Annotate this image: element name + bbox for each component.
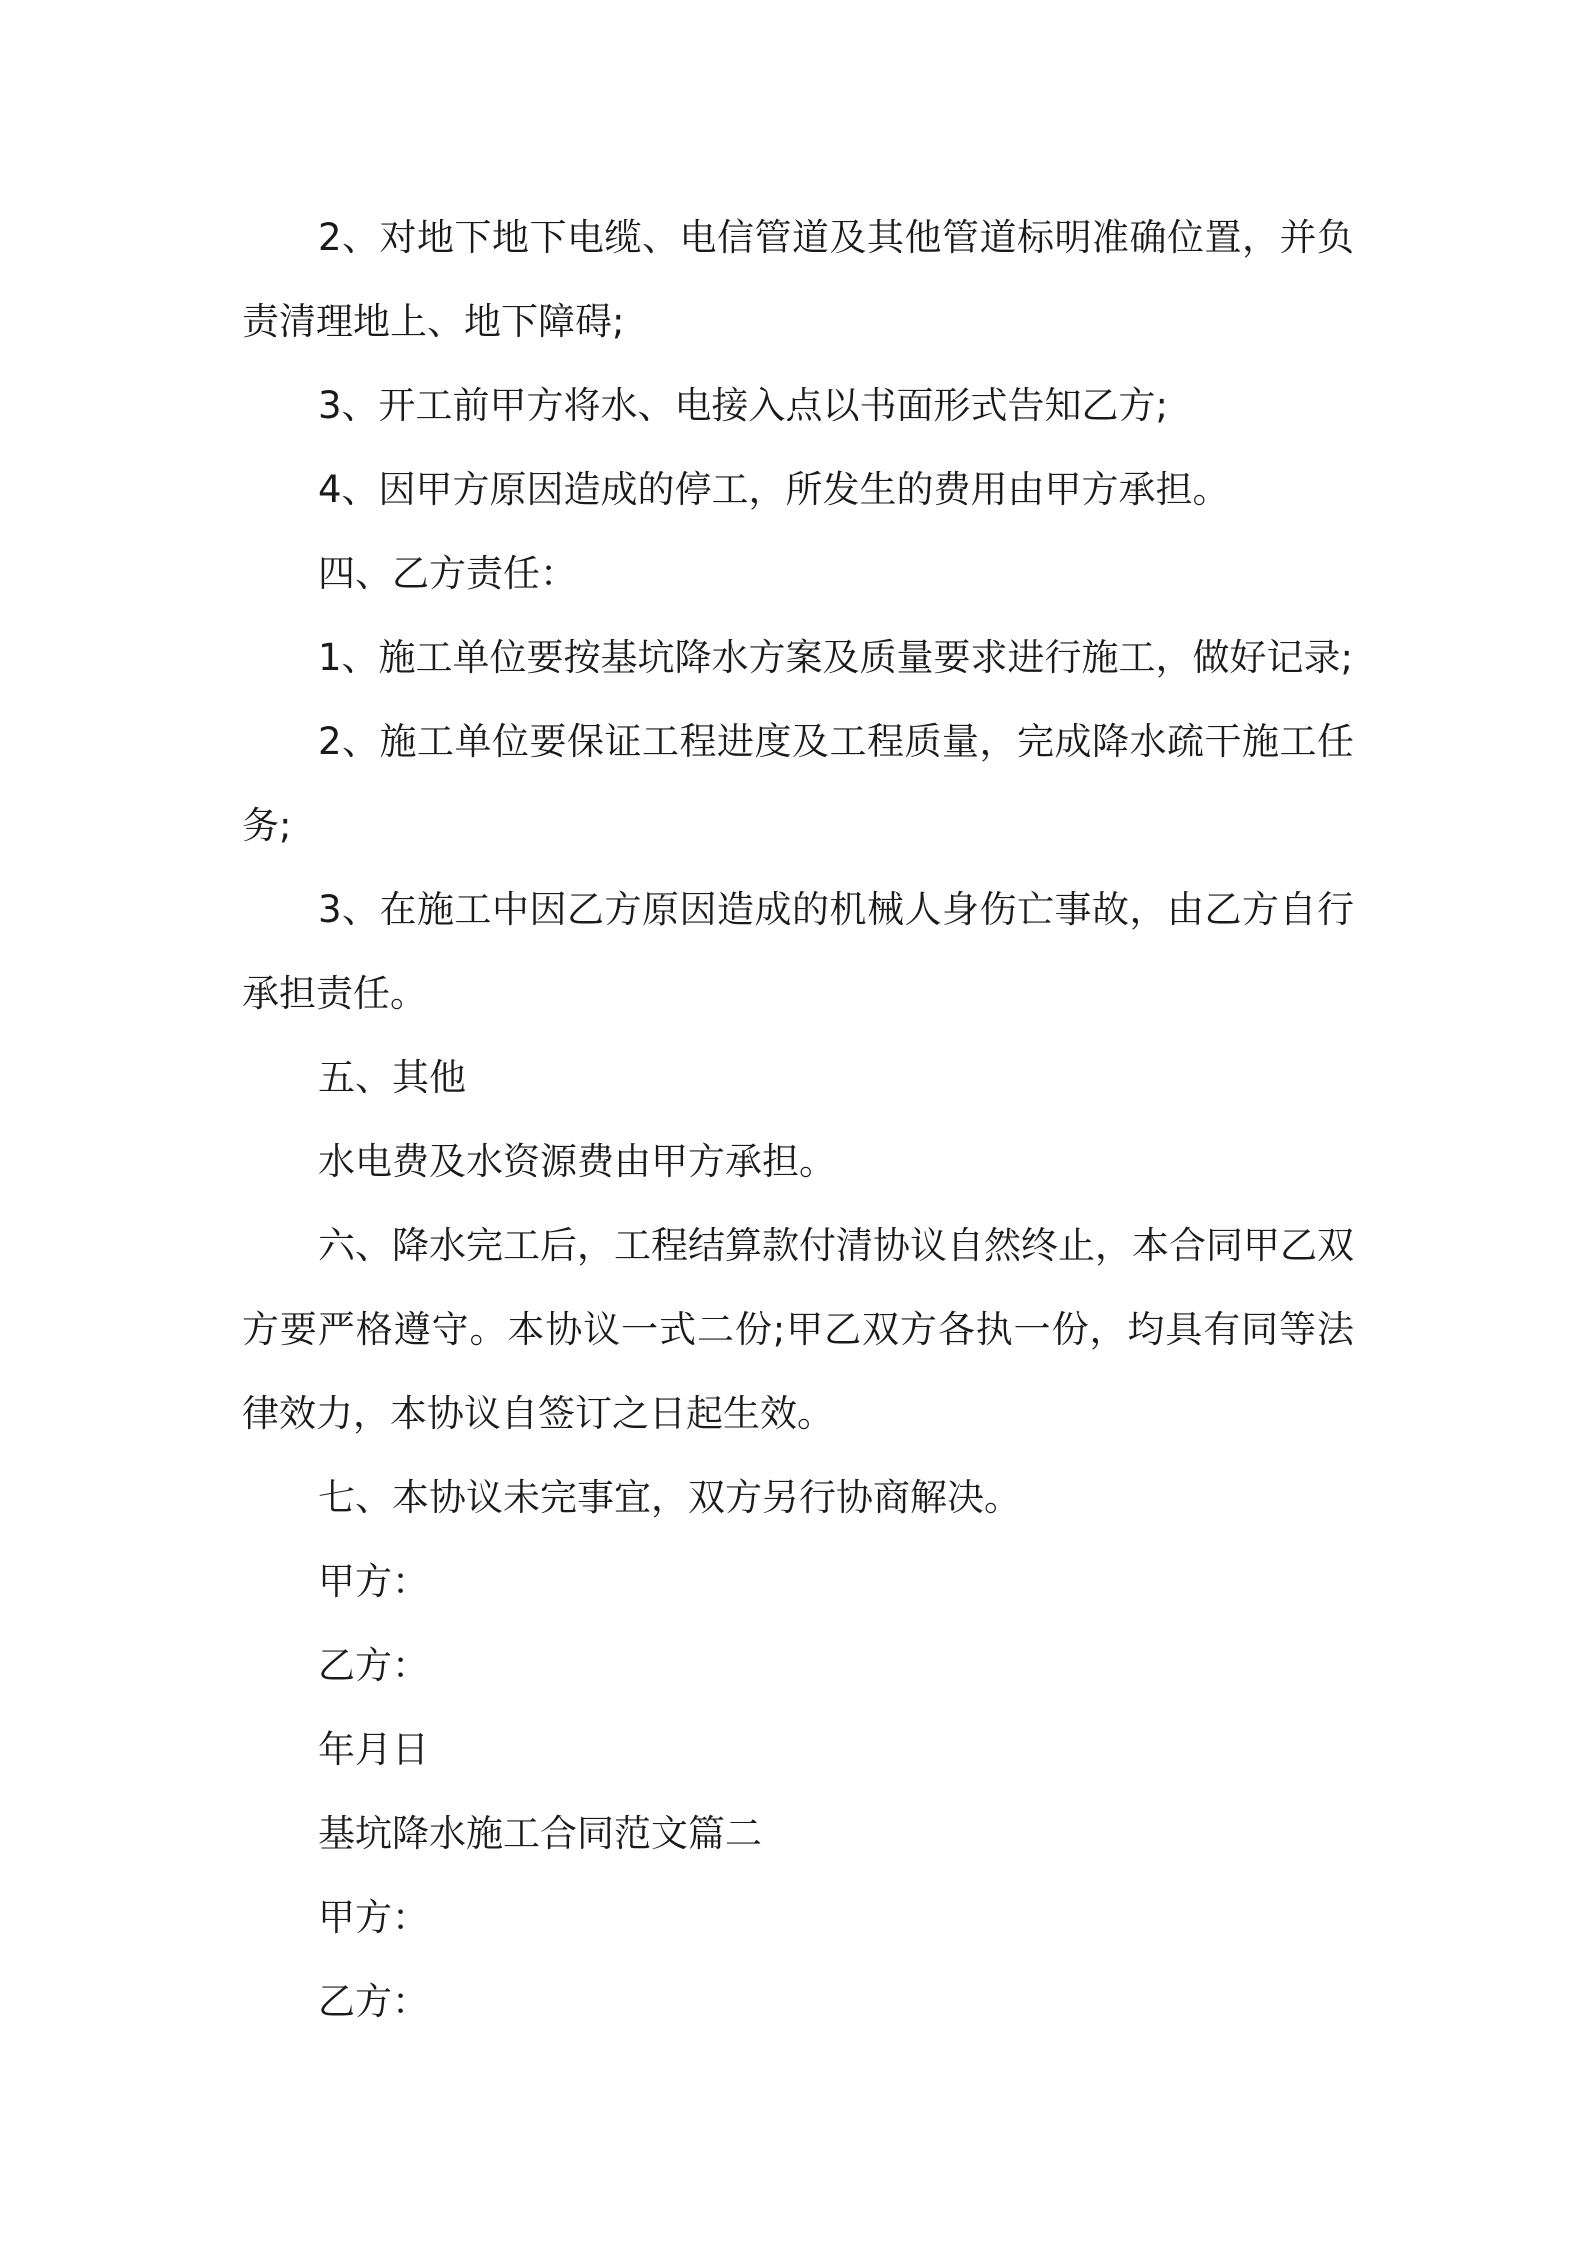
paragraph-party-a-duty-4: 4、因甲方原因造成的停工，所发生的费用由甲方承担。 xyxy=(318,468,1230,511)
contract-two-party-b: 乙方： xyxy=(318,1980,429,2023)
paragraph-party-a-duty-3: 3、开工前甲方将水、电接入点以书面形式告知乙方; xyxy=(318,384,1169,427)
paragraph-party-a-duty-2: 2、对地下地下电缆、电信管道及其他管道标明准确位置，并负责清理地上、地下障碍; xyxy=(242,216,1354,343)
document-body xyxy=(242,196,1354,2044)
paragraph-unresolved-matters: 七、本协议未完事宜，双方另行协商解决。 xyxy=(318,1476,1021,1519)
signature-party-a: 甲方： xyxy=(318,1560,429,1603)
contract-two-party-a: 甲方： xyxy=(318,1896,429,1939)
paragraph-party-b-duty-1: 1、施工单位要按基坑降水方案及质量要求进行施工，做好记录; xyxy=(318,636,1354,679)
section-heading-other: 五、其他 xyxy=(318,1056,466,1099)
paragraph-party-b-duty-3: 3、在施工中因乙方原因造成的机械人身伤亡事故，由乙方自行承担责任。 xyxy=(242,888,1354,1015)
paragraph-fees: 水电费及水资源费由甲方承担。 xyxy=(318,1140,836,1183)
paragraph-party-b-duty-2: 2、施工单位要保证工程进度及工程质量，完成降水疏干施工任务; xyxy=(242,720,1354,847)
paragraph-termination: 六、降水完工后，工程结算款付清协议自然终止，本合同甲乙双方要严格遵守。本协议一式二份;甲乙双方各执一份，均具有同等法律效力，本协议自签订之日起生效。 xyxy=(242,1224,1354,1435)
signature-party-b: 乙方： xyxy=(318,1644,429,1687)
signature-date: 年月日 xyxy=(318,1728,429,1771)
section-heading-party-b-duties: 四、乙方责任： xyxy=(318,552,577,595)
contract-two-title: 基坑降水施工合同范文篇二 xyxy=(318,1812,762,1855)
